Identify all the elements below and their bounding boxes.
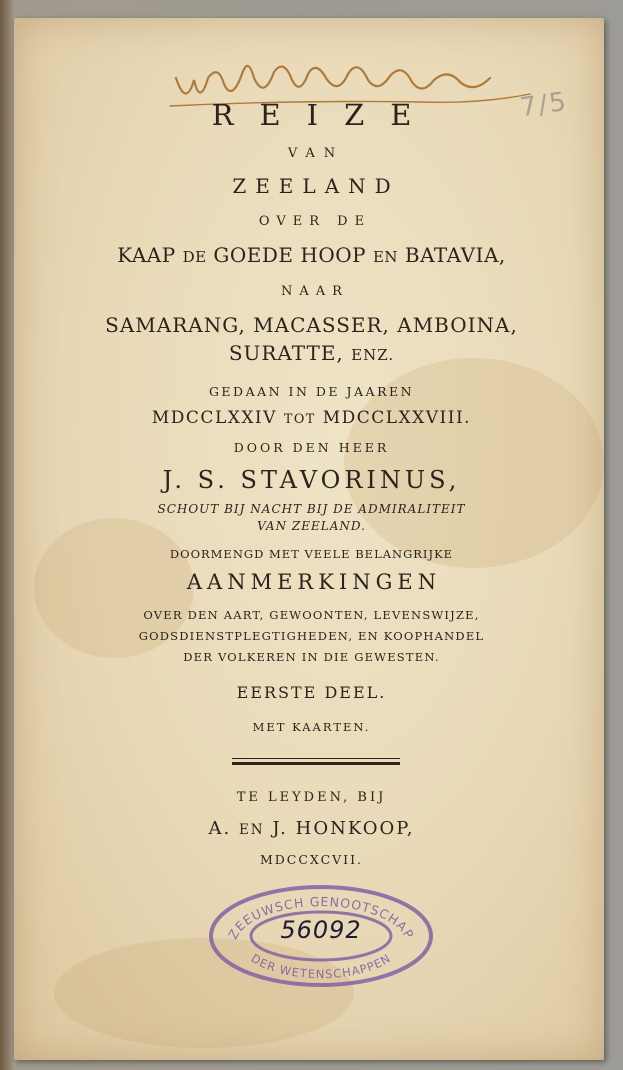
publisher-j: J. HONKOOP, [272, 818, 415, 839]
subject-line-3: DER VOLKEREN IN DIE GEWESTEN. [183, 650, 440, 664]
year-tot: TOT [283, 412, 316, 427]
stamp-bottom-text: DER WETENSCHAPPEN [248, 950, 394, 982]
gedaan-line: GEDAAN IN DE JAAREN [208, 384, 415, 399]
svg-text:DER WETENSCHAPPEN [249, 951, 394, 981]
imprint-place: TE LEYDEN, BIJ [236, 790, 387, 805]
title-over-de: OVER DE [258, 214, 372, 229]
title-suratte-line [0, 341, 623, 365]
years-line [0, 408, 623, 428]
publisher-a: A. [208, 818, 232, 839]
author-title-line-2: VAN ZEELAND. [257, 519, 366, 533]
title-naar: NAAR [281, 284, 349, 299]
publication-year: MDCCXCVII. [259, 852, 364, 867]
door-line: DOOR DEN HEER [233, 440, 390, 455]
author-title-line-1: SCHOUT BIJ NACHT BIJ DE ADMIRALITEIT [157, 502, 466, 516]
author-name: J. S. STAVORINUS, [162, 466, 461, 494]
doormengd-line: DOORMENGD MET VEELE BELANGRIJKE [169, 547, 454, 561]
kaap-en: EN [372, 248, 399, 266]
title-samarang-line: SAMARANG, MACASSER, AMBOINA, [105, 313, 518, 337]
kaap-batavia: BATAVIA, [404, 243, 506, 267]
title-van: VAN [287, 146, 345, 161]
kaap-text: KAAP [117, 243, 176, 267]
publisher-en: EN [238, 822, 265, 838]
suratte-text: SURATTE, [228, 341, 344, 365]
ornamental-rule [232, 758, 400, 765]
pencil-note: 7/5 [518, 86, 570, 124]
library-stamp [208, 884, 434, 988]
kaap-de: DE [182, 248, 207, 266]
met-kaarten: MET KAARTEN. [252, 720, 371, 734]
year-to: MDCCLXXVIII. [322, 408, 472, 428]
book-title: REIZE [211, 98, 438, 132]
title-kaap-line [0, 243, 623, 267]
subject-line-2: GODSDIENSTPLEGTIGHEDEN, EN KOOPHANDEL [138, 629, 485, 643]
suratte-enz: ENZ. [351, 346, 395, 364]
publisher-line [0, 818, 623, 839]
stamp-top-text: ZEEUWSCH GENOOTSCHAP [224, 894, 418, 942]
year-from: MDCCLXXIV [151, 408, 277, 428]
kaap-goede-hoop: GOEDE HOOP [213, 243, 367, 267]
stamp-number: 56092 [280, 916, 362, 944]
subject-line-1: OVER DEN AART, GEWOONTEN, LEVENSWIJZE, [143, 608, 480, 622]
signature-text: Wolterbeek [168, 60, 174, 61]
volume-label: EERSTE DEEL. [236, 683, 387, 702]
title-zeeland: ZEELAND [232, 174, 400, 198]
aanmerkingen-heading: AANMERKINGEN [186, 570, 442, 594]
